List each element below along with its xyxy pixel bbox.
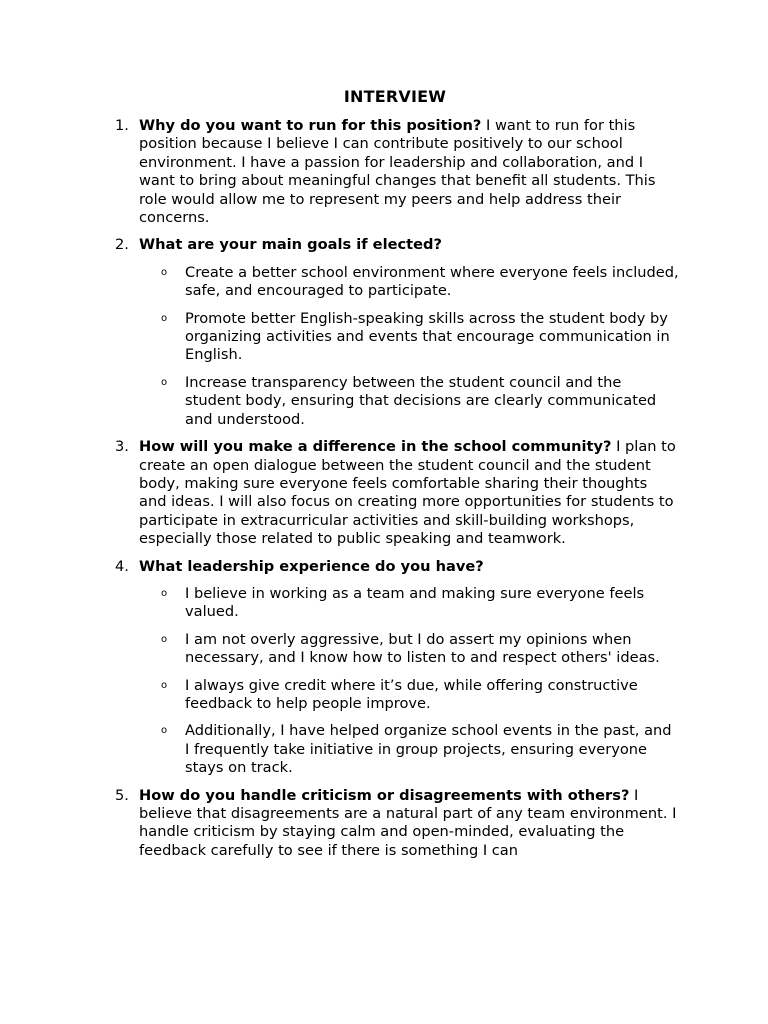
bullet-icon: o bbox=[161, 266, 168, 278]
question-number: 2. bbox=[115, 236, 129, 254]
bullet-text: Create a better school environment where everyone feels included, safe, and encouraged to participate. bbox=[185, 263, 679, 300]
question-item-4 bbox=[115, 557, 679, 778]
bullet-text: Promote better English-speaking skills across the student body by organizing activities and events that encourage communication in English. bbox=[185, 309, 670, 364]
bullet-text: Additionally, I have helped organize school events in the past, and I frequently take initiative in group projects, ensuring everyone stays on track. bbox=[185, 722, 672, 777]
bullet-icon: o bbox=[161, 587, 168, 599]
list-item bbox=[139, 677, 679, 714]
list-item bbox=[139, 264, 679, 301]
question-number: 1. bbox=[115, 117, 129, 134]
bullet-text: I always give credit where it’s due, while offering constructive feedback to help people improve. bbox=[185, 676, 638, 712]
question-heading: Why do you want to run for this position? bbox=[139, 117, 482, 134]
question-list bbox=[115, 117, 679, 869]
bullet-icon: o bbox=[161, 679, 168, 691]
question-heading: How will you make a difference in the school community? bbox=[139, 438, 612, 456]
question-heading: What leadership experience do you have? bbox=[139, 557, 484, 575]
question-paragraph bbox=[139, 558, 679, 576]
bullet-icon: o bbox=[161, 633, 168, 645]
question-number: 5. bbox=[115, 786, 129, 804]
question-heading: What are your main goals if elected? bbox=[139, 236, 442, 254]
question-item-5 bbox=[115, 786, 679, 861]
question-heading: How do you handle criticism or disagreements with others? bbox=[139, 786, 630, 804]
question-item-3 bbox=[115, 438, 679, 548]
question-item-1 bbox=[115, 117, 679, 227]
question-answer: I plan to create an open dialogue between the student council and the student body, making sure everyone feels comfortable sharing their thoughts and ideas. I will also focus on creating more opportunities for students to participate in extracurricular activities and skill-building workshops, especially those related to public speaking and teamwork. bbox=[139, 438, 676, 548]
bullet-text: I am not overly aggressive, but I do assert my opinions when necessary, and I know how to listen to and respect others' ideas. bbox=[185, 630, 660, 667]
question-number: 3. bbox=[115, 438, 129, 456]
question-paragraph bbox=[139, 236, 679, 254]
question-answer: I believe that disagreements are a natural part of any team environment. I handle criticism by staying calm and open-minded, evaluating the feedback carefully to see if there is something I can bbox=[139, 786, 677, 859]
question-paragraph bbox=[139, 787, 679, 861]
list-item bbox=[139, 310, 679, 365]
list-item bbox=[139, 631, 679, 668]
bullet-icon: o bbox=[161, 725, 168, 737]
question-paragraph bbox=[139, 438, 679, 548]
question-item-2 bbox=[115, 236, 679, 429]
question-paragraph bbox=[139, 117, 679, 227]
bullet-text: I believe in working as a team and making sure everyone feels valued. bbox=[185, 584, 645, 621]
list-item bbox=[139, 722, 679, 777]
question-answer: I want to run for this position because I believe I can contribute positively to our school environment. I have a passion for leadership and collaboration, and I want to bring about meaningful changes that benefit all students. This role would allow me to represent my peers and help address their concerns. bbox=[139, 117, 656, 227]
bullet-icon: o bbox=[161, 376, 168, 388]
list-item bbox=[139, 374, 679, 429]
bullet-text: Increase transparency between the student council and the student body, ensuring that decisions are clearly communicated and understood. bbox=[185, 373, 657, 428]
bullet-icon: o bbox=[161, 312, 168, 324]
list-item bbox=[139, 585, 679, 622]
goals-bullet-list bbox=[139, 264, 679, 429]
experience-bullet-list bbox=[139, 585, 679, 778]
page-title: INTERVIEW bbox=[343, 87, 447, 106]
question-number: 4. bbox=[115, 557, 129, 575]
